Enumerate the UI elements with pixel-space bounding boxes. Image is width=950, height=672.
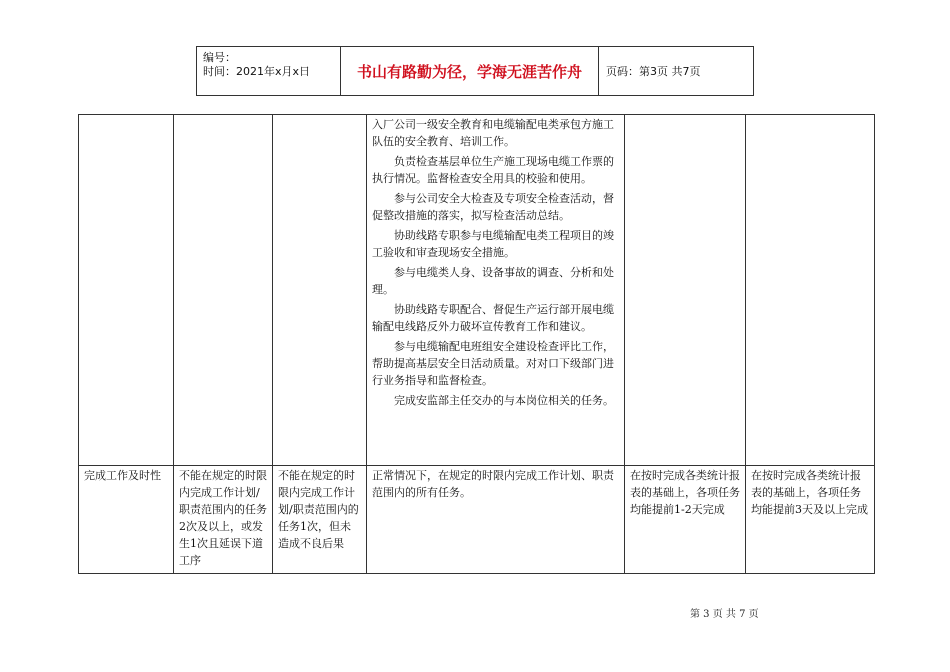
row1-col2 [174, 115, 273, 466]
table-row [79, 115, 875, 466]
page-footer: 第 3 页 共 7 页 [690, 609, 759, 620]
level-below-cell: 不能在规定的时限内完成工作计划/职责范围内的任务1次，但未造成不良后果 [273, 466, 367, 574]
document-time: 时间：2021年x月x日 [203, 65, 311, 78]
table-row [79, 466, 875, 574]
level-good-cell: 在按时完成各类统计报表的基础上，各项任务均能提前1-2天完成 [625, 466, 746, 574]
header-left-cell [197, 47, 341, 95]
duty-paragraph: 负责检查基层单位生产施工现场电缆工作票的执行情况。监督检查安全用具的校验和使用。 [372, 155, 614, 185]
duty-paragraph: 协助线路专职配合、督促生产运行部开展电缆输配电线路反外力破坏宣传教育工作和建议。 [372, 303, 614, 333]
duty-paragraph: 入厂公司一级安全教育和电缆输配电类承包方施工队伍的安全教育、培训工作。 [372, 118, 614, 148]
header-box [196, 46, 754, 96]
duty-paragraph: 完成安监部主任交办的与本岗位相关的任务。 [394, 394, 614, 407]
assessment-table [78, 114, 875, 574]
row1-col6 [746, 115, 875, 466]
document-number-label: 编号： [203, 51, 236, 64]
duties-cell [367, 115, 625, 466]
row1-col5 [625, 115, 746, 466]
row1-col3 [273, 115, 367, 466]
duty-paragraph: 参与电缆输配电班组安全建设检查评比工作，帮助提高基层安全日活动质量。对对口下级部门进行业务指导和监督检查。 [372, 340, 614, 387]
duty-paragraph: 参与公司安全大检查及专项安全检查活动，督促整改措施的落实，拟写检查活动总结。 [372, 192, 614, 222]
header-page-code: 页码：第3页 共7页 [606, 65, 701, 78]
level-excellent-cell: 在按时完成各类统计报表的基础上，各项任务均能提前3天及以上完成 [746, 466, 875, 574]
header-motto: 书山有路勤为径，学海无涯苦作舟 [341, 47, 599, 95]
level-normal-cell: 正常情况下，在规定的时限内完成工作计划、职责范围内的所有任务。 [367, 466, 625, 574]
level-poor-cell: 不能在规定的时限内完成工作计划/职责范围内的任务2次及以上，或发生1次且延误下道工序 [174, 466, 273, 574]
duty-paragraph: 参与电缆类人身、设备事故的调查、分析和处理。 [372, 266, 614, 296]
criterion-label: 完成工作及时性 [79, 466, 174, 574]
row1-col1 [79, 115, 174, 466]
duty-paragraph: 协助线路专职参与电缆输配电类工程项目的竣工验收和审查现场安全措施。 [372, 229, 614, 259]
